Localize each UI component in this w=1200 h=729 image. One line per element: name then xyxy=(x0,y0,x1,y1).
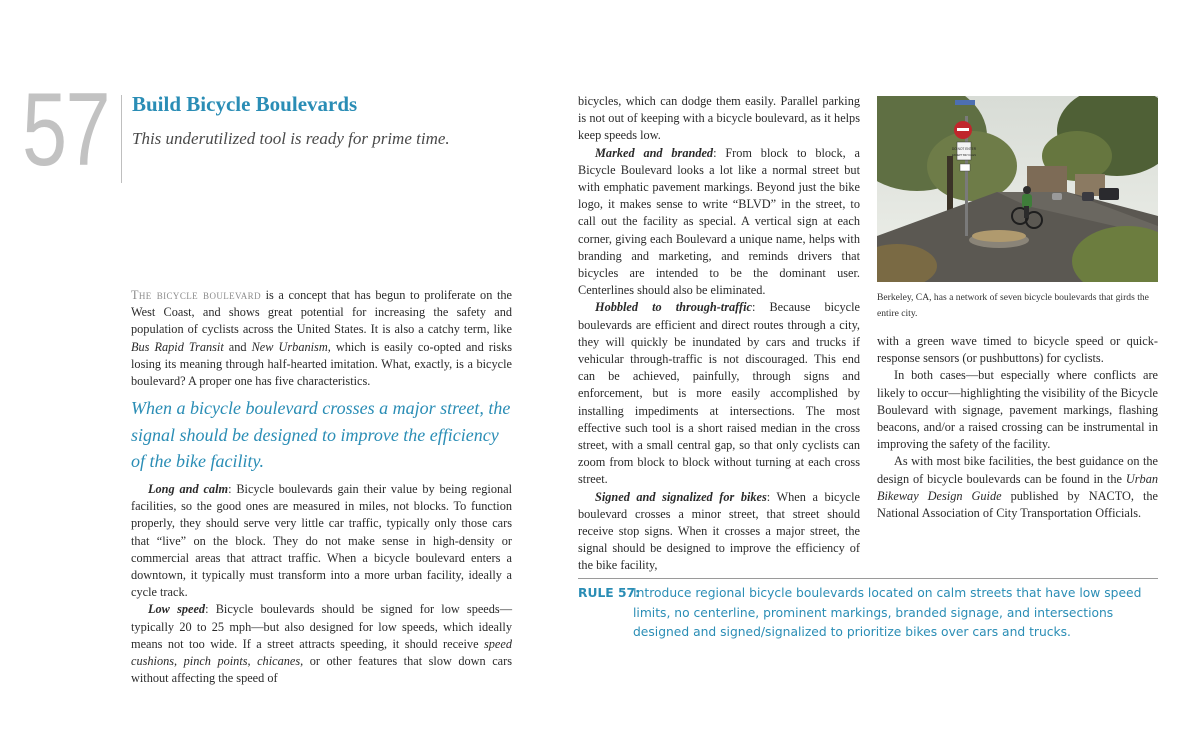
paragraph-marked-and-branded xyxy=(578,145,860,300)
heading-marked-and-branded: Marked and branded xyxy=(595,145,714,160)
heading-low-speed: Low speed xyxy=(148,602,206,617)
intro-italic-brt: Bus Rapid Transit xyxy=(131,339,224,354)
intro-paragraph xyxy=(131,287,512,390)
paragraph-hobbled xyxy=(578,299,860,488)
paragraph-continued: bicycles, which can dodge them easily. Parallel parking is not out of keeping with a bicycle boulevard, as it helps keep speeds low. xyxy=(578,94,860,143)
chapter-title: Build Bicycle Boulevards xyxy=(132,92,358,116)
body-column-2 xyxy=(578,93,860,575)
guidance-text: As with most bike facilities, the best guidance on the design of bicycle boulevards can be found in the xyxy=(877,454,1158,486)
paragraph-signed xyxy=(578,489,860,575)
rule-divider xyxy=(578,578,1158,579)
body-column-3 xyxy=(877,333,1158,522)
body-signed: : When a bicycle boulevard crosses a minor street, that street should receive stop signs. When it crosses a major street, the signal should be designed to improve the efficiency of the bike facility, xyxy=(578,489,860,573)
heading-signed: Signed and signalized for bikes xyxy=(595,489,767,504)
intro-text: is a concept that has begun to proliferate on the West Coast, and shows great potential for increasing the safety and population of cyclists across the United States. It is also a catchy term, like xyxy=(131,288,512,337)
rule-text: Introduce regional bicycle boulevards located on calm streets that have low speed limits, no centerline, prominent markings, branded signage, and intersections designed and signed/signalized to prioritize bikes over cars and trucks. xyxy=(633,586,1142,639)
sign-top-text: DO NOT ENTER xyxy=(951,147,977,151)
paragraph-both-cases: In both cases—but especially where conflicts are likely to occur—highlighting the visibility of the Bicycle Boulevard with signage, pavement markings, flashing beacons, and/or a raised crossing can be instrumental in improving the safety of the facility. xyxy=(877,368,1158,452)
intro-text-2: and xyxy=(223,339,252,354)
body-column-1-intro xyxy=(131,287,512,390)
body-column-1 xyxy=(131,481,512,687)
rule-label: RULE 57: xyxy=(578,586,641,600)
sign-bottom-text: EXCEPT BICYCLES xyxy=(952,154,976,157)
berkeley-bicycle-boulevard-photo xyxy=(877,96,1158,282)
paragraph-guidance xyxy=(877,453,1158,522)
body-low-speed: : Bicycle boulevards should be signed for low speeds—typically 20 to 25 mph—but also designed for low speeds, which ideally means not too wide. If a street attracts speeding, it should receive xyxy=(131,602,512,651)
guidance-italic-title: Urban Bikeway Design Guide xyxy=(877,471,1158,503)
lead-caps: The bicycle boulevard xyxy=(131,288,261,302)
intro-text-3: which is easily co-opted and risks losing its meaning through half-hearted imitation. What, exactly, is a bicycle boulevard? A proper one has five characteristics. xyxy=(131,339,512,389)
pull-quote: When a bicycle boulevard crosses a major street, the signal should be designed to improve the efficiency of the bike facility. xyxy=(131,398,511,471)
heading-long-and-calm: Long and calm xyxy=(148,482,229,496)
rule-box xyxy=(578,584,1158,643)
photo-caption: Berkeley, CA, has a network of seven bicycle boulevards that girds the entire city. xyxy=(877,292,1149,319)
paragraph-low-speed xyxy=(131,601,512,687)
paragraph-green-wave: with a green wave timed to bicycle speed or quick-response sensors (or pushbuttons) for cyclists. xyxy=(877,334,1158,366)
italic-traffic-calming: speed cushions, pinch points, chicanes, xyxy=(131,636,512,669)
paragraph-long-and-calm xyxy=(131,481,512,601)
heading-hobbled: Hobbled to through-traffic xyxy=(595,300,752,315)
body-hobbled: : Because bicycle boulevards are efficient and direct routes through a city, they will quickly be inundated by cars and trucks if vehicular through-traffic is not discouraged. This end can be achieved, painfully, through signs and enforcement, but is more easily accomplished by installing impediments at intersections. The most effective such tool is a short raised median in the cross street, with a small central gap, so that only cyclists can zoom from block to block without turning at each cross street. xyxy=(578,300,860,487)
chapter-number: 57 xyxy=(22,72,110,188)
body-low-speed-2: or other features that slow down cars without affecting the speed of xyxy=(131,654,512,686)
chapter-divider xyxy=(121,95,122,183)
body-marked-and-branded: : From block to block, a Bicycle Boulevard looks a lot like a normal street but with emphatic pavement markings. Beyond just the bike logo, it makes sense to write “BLVD” in the street, to call out the facility as special. A vertical sign at each corner, giving each Boulevard a unique name, helps with branding and marketing, and reminds drivers that bicycles are intended to be the dominant user. Centerlines should also be eliminated. xyxy=(578,145,861,298)
chapter-subtitle: This underutilized tool is ready for prime time. xyxy=(132,129,450,148)
guidance-text-2: published by NACTO, the National Association of City Transportation Officials. xyxy=(877,488,1158,521)
body-long-and-calm: : Bicycle boulevards gain their value by being regional facilities, so the good ones are measured in miles, not blocks. To function properly, they should serve very little car traffic, typically only those cars that “live” on the block. They do not make sense in high-density or commercial areas that attract traffic. When a bicycle boulevard enters a downtown, it typically must transform into a more urban facility, ideally a cycle track. xyxy=(131,482,512,600)
photo-illustration xyxy=(877,96,1158,282)
intro-italic-new-urbanism: New Urbanism, xyxy=(251,339,331,354)
